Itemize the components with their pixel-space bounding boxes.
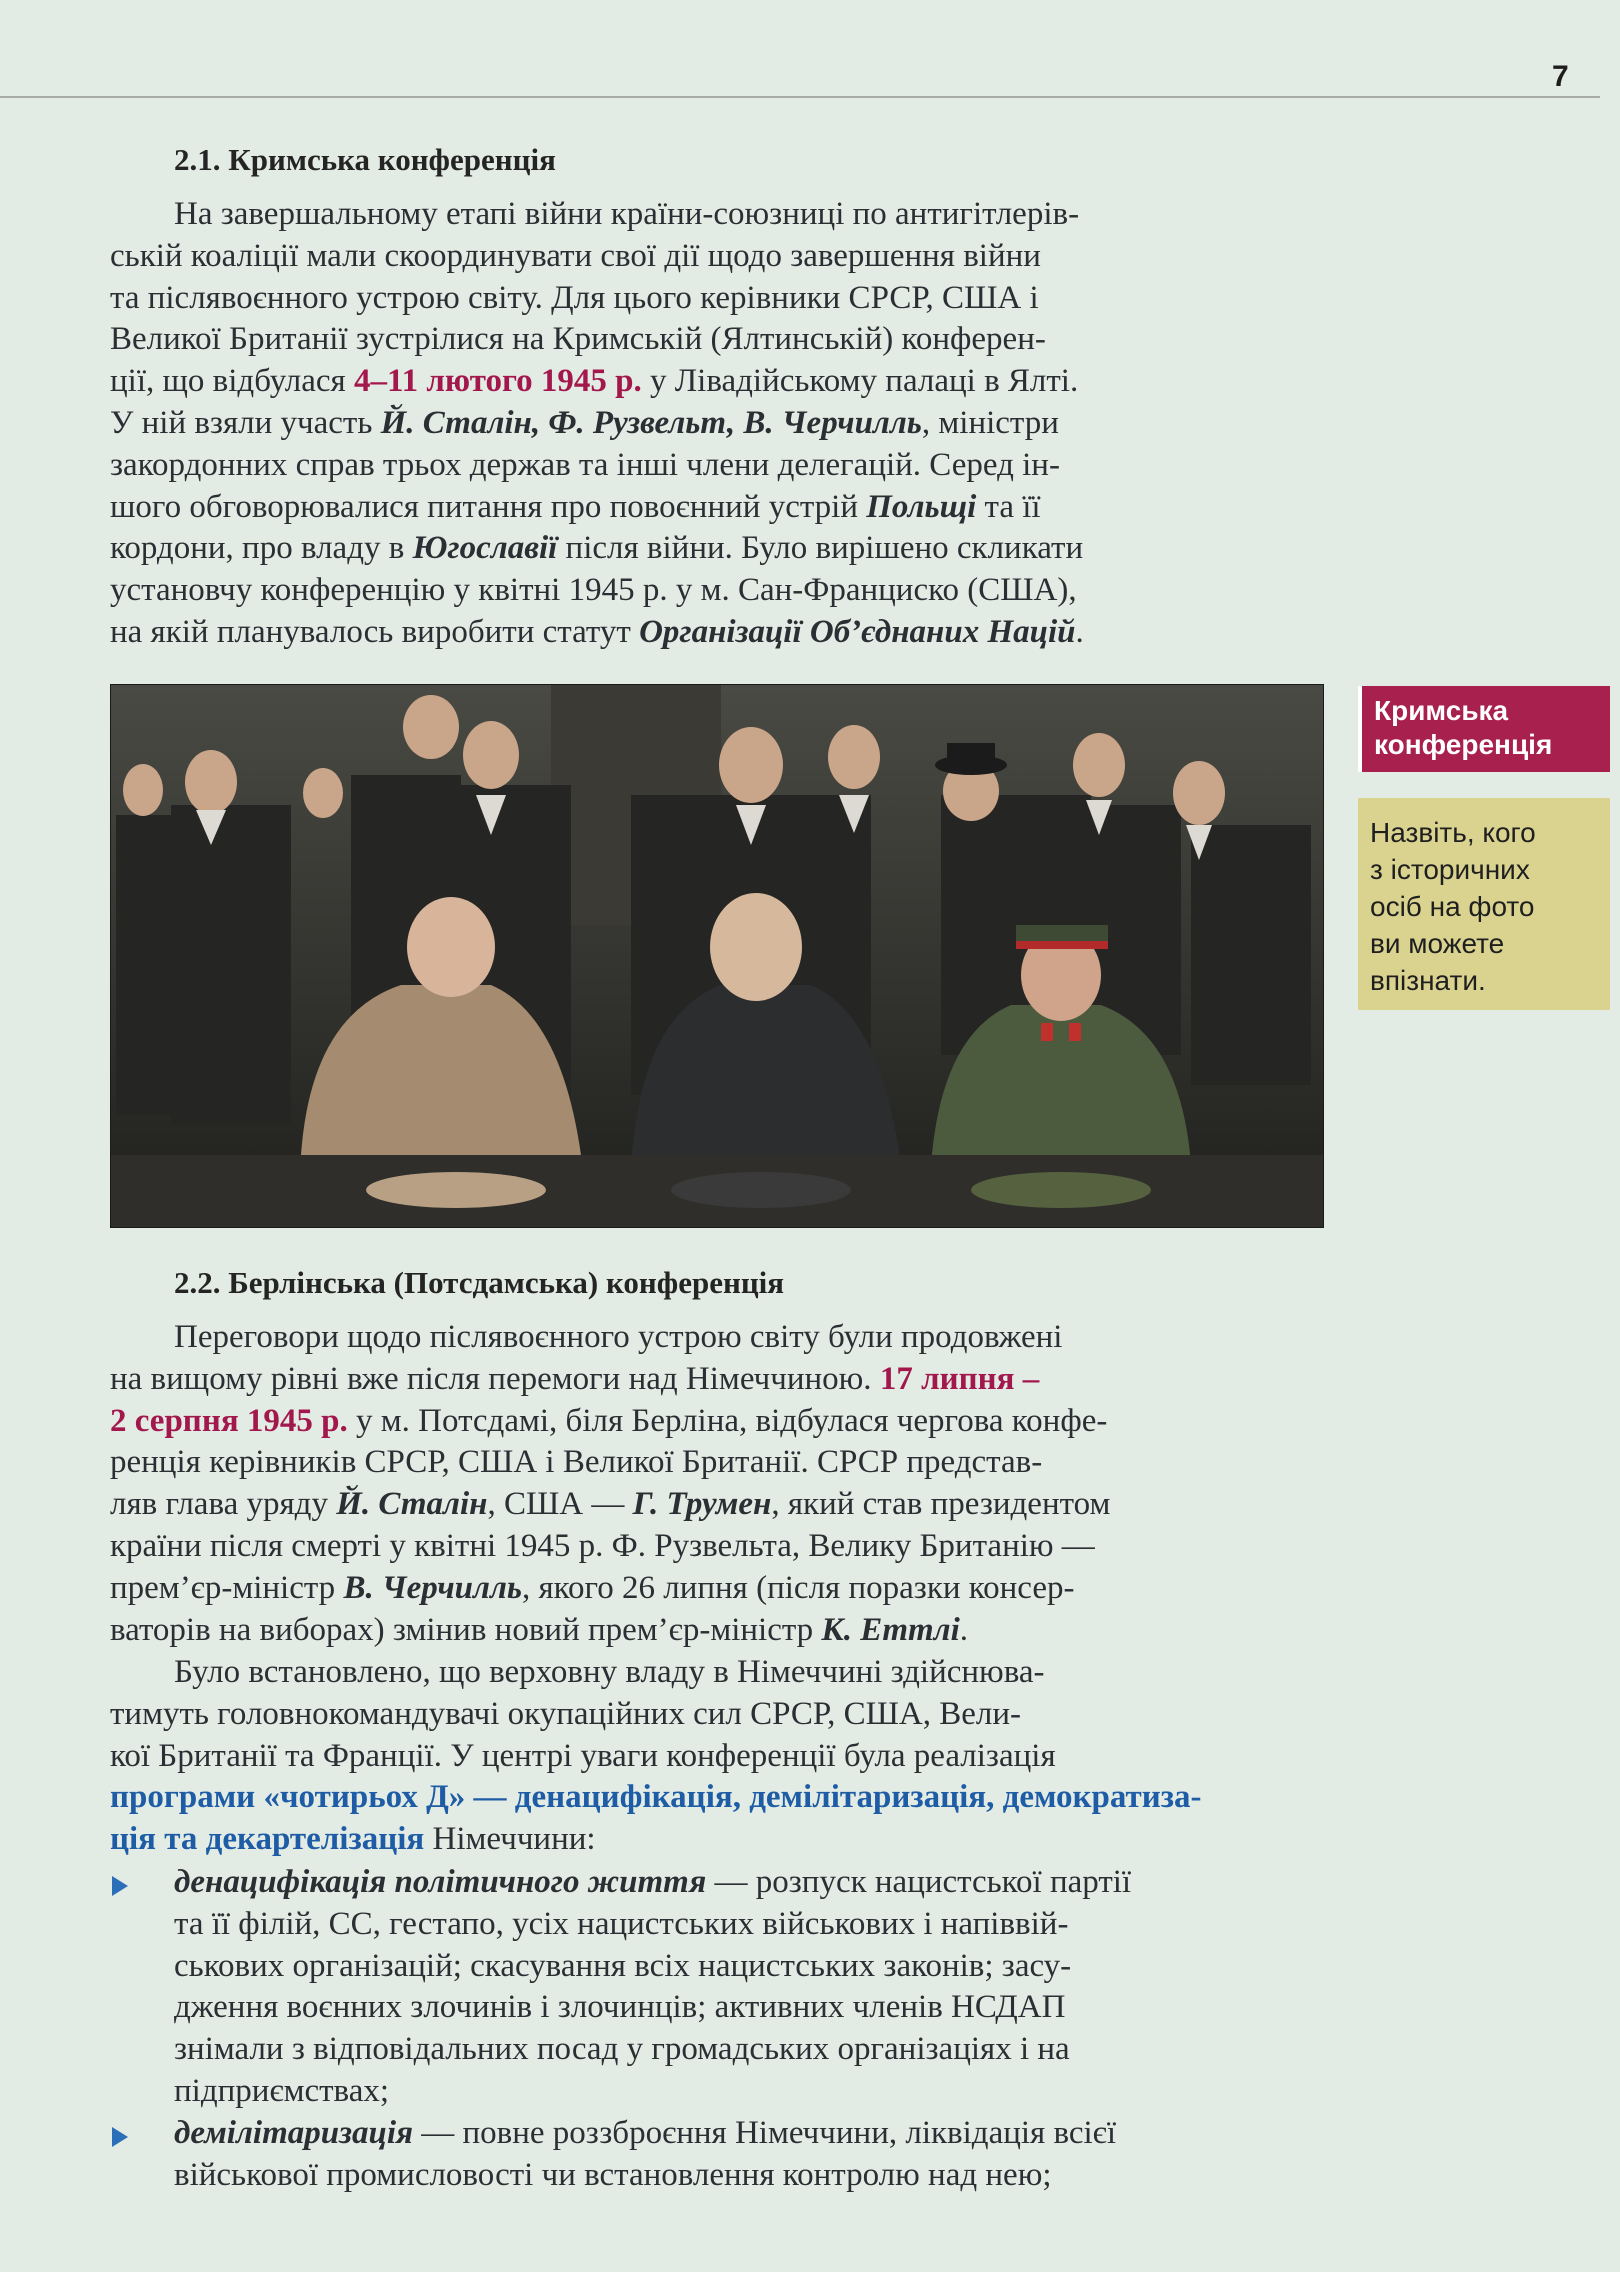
sidebar-label-crimean-conference: [1358, 686, 1610, 772]
sidebar-label-line: конференція: [1374, 729, 1553, 760]
emphasis-name: Й. Сталін: [336, 1486, 488, 1523]
list-item: [110, 1862, 1322, 2113]
question-line: Назвіть, кого: [1370, 817, 1536, 848]
section-text-berlin-p2: [110, 1652, 1322, 1861]
bullet-arrow-icon: [112, 2127, 128, 2147]
text-line: ваторів на виборах) змінив новий прем’єр-міністр К. Еттлі.: [110, 1611, 969, 1648]
text-line: підприємствах;: [174, 2072, 390, 2109]
text-line: ренція керівників СРСР, США і Великої Британії. СРСР представ-: [110, 1444, 1043, 1481]
emphasis-name: Г. Трумен: [632, 1486, 772, 1523]
question-line: впізнати.: [1370, 965, 1486, 996]
text-line: денацифікація політичного життя — розпуск нацистської партії: [174, 1864, 1132, 1900]
section-heading-berlin: 2.2. Берлінська (Потсдамська) конференція: [174, 1265, 785, 1300]
section-text-crimean: [110, 194, 1322, 654]
text-line: шого обговорювалися питання про повоєнний устрій Польщі та її: [110, 488, 1041, 525]
text-line: установчу конференцію у квітні 1945 р. у м. Сан-Франциско (США),: [110, 572, 1077, 609]
text-line: закордонних справ трьох держав та інші члени делегацій. Серед ін-: [110, 446, 1060, 483]
emphasis-term: Організації Об’єднаних Націй: [639, 613, 1076, 650]
text-line: та її філій, СС, гестапо, усіх нацистських військових і напіввій-: [174, 1905, 1069, 1942]
text-line: ській коаліції мали скоординувати свої дії щодо завершення війни: [110, 237, 1041, 274]
text-line: дження воєнних злочинів і злочинців; активних членів НСДАП: [174, 1989, 1066, 2026]
yalta-conference-photo: [110, 684, 1324, 1228]
question-line: осіб на фото: [1370, 891, 1535, 922]
emphasis-term: демілітаризація: [174, 2114, 413, 2151]
text-line: прем’єр-міністр В. Черчилль, якого 26 липня (після поразки консер-: [110, 1569, 1075, 1606]
text-line: тимуть головнокомандувачі окупаційних сил СРСР, США, Вели-: [110, 1695, 1022, 1732]
text-line: 2 серпня 1945 р. у м. Потсдамі, біля Берліна, відбулася чергова конфе-: [110, 1402, 1108, 1439]
text-line: Було встановлено, що верховну владу в Німеччині здійснюва-: [174, 1654, 1045, 1690]
section-text-berlin-p1: [110, 1317, 1322, 1651]
four-d-list: [110, 1862, 1322, 2196]
highlight-date: 2 серпня 1945 р.: [110, 1402, 348, 1439]
text-line: демілітаризація — повне роззброєння Німеччини, ліквідація всієї: [174, 2114, 1117, 2151]
sidebar-label-line: Кримська: [1374, 695, 1509, 726]
text-line: та післявоєнного устрою світу. Для цього керівники СРСР, США і: [110, 279, 1039, 316]
text-line: ляв глава уряду Й. Сталін, США — Г. Трумен, який став президентом: [110, 1486, 1111, 1523]
text-line: країни після смерті у квітні 1945 р. Ф. Рузвельта, Велику Британію —: [110, 1527, 1095, 1564]
emphasis-names: Й. Сталін, Ф. Рузвельт, В. Черчилль: [380, 404, 922, 441]
emphasis-name: В. Черчилль: [343, 1569, 522, 1606]
emphasis-name: К. Еттлі: [821, 1611, 960, 1648]
highlight-program: ція та декартелізація: [110, 1821, 425, 1858]
question-line: ви можете: [1370, 928, 1505, 959]
question-line: з історичних: [1370, 854, 1530, 885]
bullet-arrow-icon: [112, 1876, 128, 1896]
text-line: на якій планувалось виробити статут Організації Об’єднаних Націй.: [110, 613, 1084, 650]
list-item: [110, 2113, 1322, 2197]
text-line: У ній взяли участь Й. Сталін, Ф. Рузвельт, В. Черчилль, міністри: [110, 404, 1059, 441]
text-line: військової промисловості чи встановлення контролю над нею;: [174, 2156, 1052, 2193]
sidebar-question: [1358, 798, 1610, 1010]
emphasis-term: Польщі: [866, 488, 977, 525]
text-line: На завершальному етапі війни країни-союзниці по антигітлерів-: [174, 196, 1080, 232]
text-line: ції, що відбулася 4–11 лютого 1945 р. у Лівадійському палаці в Ялті.: [110, 363, 1079, 400]
text-line: кої Британії та Франції. У центрі уваги конференції була реалізація: [110, 1737, 1056, 1774]
emphasis-term: денацифікація політичного життя: [174, 1864, 707, 1900]
photo-illustration: [111, 685, 1323, 1227]
text-line: кордони, про владу в Югославії після війни. Було вирішено скликати: [110, 530, 1084, 567]
top-rule: [0, 96, 1600, 98]
page-number: 7: [1552, 60, 1569, 93]
section-heading-crimean: 2.1. Кримська конференція: [174, 142, 556, 177]
highlight-date: 17 липня –: [879, 1360, 1040, 1397]
text-line: ція та декартелізація Німеччини:: [110, 1821, 596, 1858]
highlight-date: 4–11 лютого 1945 р.: [353, 363, 642, 400]
text-line: ськових організацій; скасування всіх нацистських законів; засу-: [174, 1947, 1072, 1984]
text-line: на вищому рівні вже після перемоги над Німеччиною. 17 липня –: [110, 1360, 1040, 1397]
text-line: знімали з відповідальних посад у громадських організаціях і на: [174, 2031, 1070, 2068]
text-line: Переговори щодо післявоєнного устрою світу були продовжені: [174, 1319, 1063, 1355]
text-line-highlight: програми «чотирьох Д» — денацифікація, демілітаризація, демократиза-: [110, 1779, 1202, 1816]
text-line: Великої Британії зустрілися на Кримській (Ялтинській) конферен-: [110, 321, 1046, 358]
emphasis-term: Югославії: [412, 530, 558, 567]
